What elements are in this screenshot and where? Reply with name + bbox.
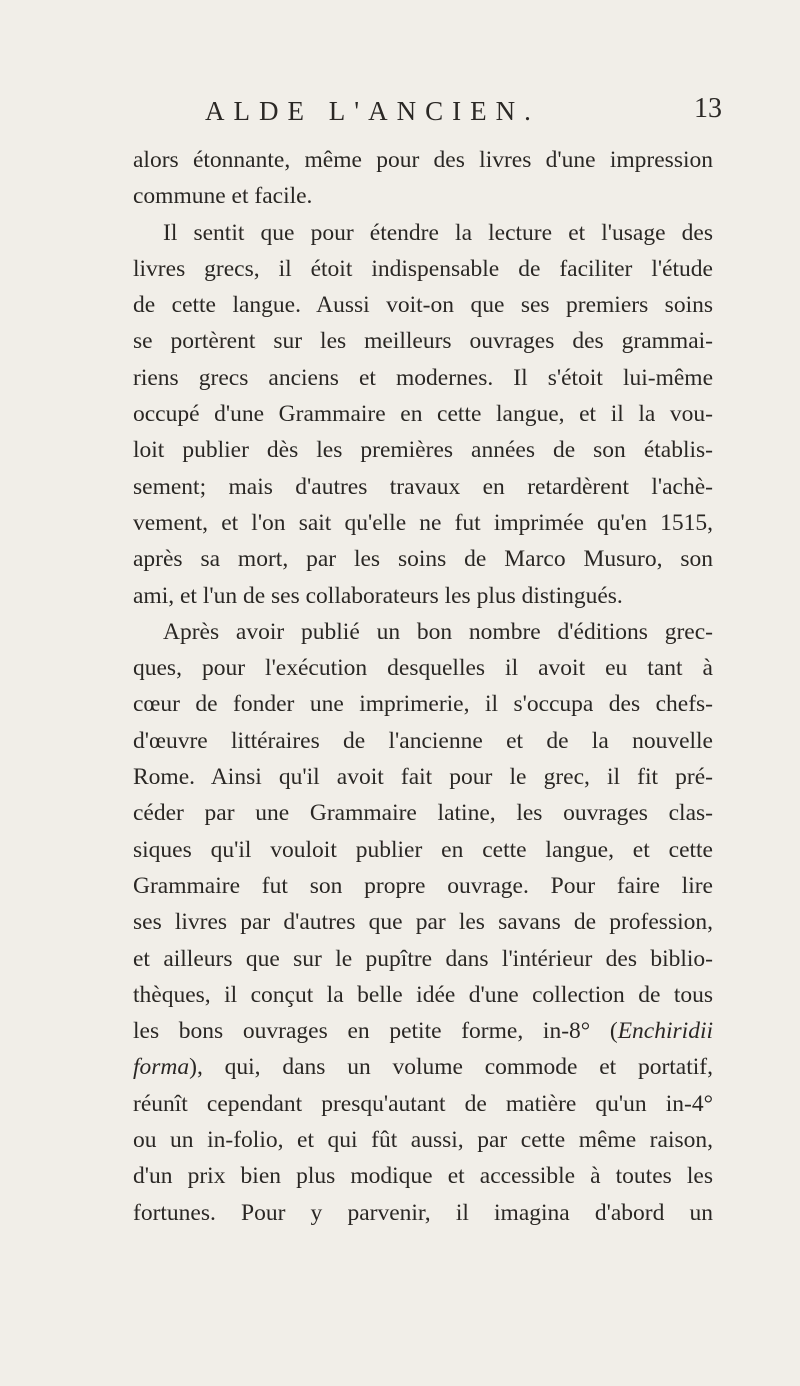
- text-line: siques qu'il vouloit publier en cette langue, et cette: [133, 836, 713, 863]
- text-line: riens grecs anciens et modernes. Il s'étoit lui-même: [133, 364, 713, 391]
- text-line: après sa mort, par les soins de Marco Musuro, son: [133, 546, 713, 573]
- text-line: Il sentit que pour étendre la lecture et l'usage des: [163, 219, 713, 246]
- text-line: de cette langue. Aussi voit-on que ses premiers soins: [133, 292, 713, 319]
- running-head: ALDE L'ANCIEN.: [205, 96, 540, 126]
- text-line: céder par une Grammaire latine, les ouvrages clas-: [133, 800, 713, 827]
- text-line: Rome. Ainsi qu'il avoit fait pour le grec, il fit pré-: [133, 764, 713, 791]
- page-number: 13: [694, 93, 722, 124]
- body-text: [133, 142, 713, 1231]
- text-line: sement; mais d'autres travaux en retardèrent l'achè-: [133, 473, 713, 500]
- text-line: Grammaire fut son propre ouvrage. Pour faire lire: [133, 872, 713, 899]
- text-line: Après avoir publié un bon nombre d'éditions grec-: [163, 618, 713, 645]
- text-line: loit publier dès les premières années de son établis-: [133, 437, 713, 464]
- text-line: et ailleurs que sur le pupître dans l'intérieur des biblio-: [133, 945, 713, 972]
- text-line: les bons ouvrages en petite forme, in-8° (Enchiridii: [133, 1018, 713, 1045]
- text-line: fortunes. Pour y parvenir, il imagina d'abord un: [133, 1199, 713, 1226]
- text-line: forma), qui, dans un volume commode et portatif,: [133, 1054, 713, 1081]
- text-line: d'un prix bien plus modique et accessible à toutes les: [133, 1163, 713, 1190]
- text-line: occupé d'une Grammaire en cette langue, et il la vou-: [133, 401, 713, 428]
- text-line: ses livres par d'autres que par les savans de profession,: [133, 909, 713, 936]
- text-line: cœur de fonder une imprimerie, il s'occupa des chefs-: [133, 691, 713, 718]
- text-line: vement, et l'on sait qu'elle ne fut imprimée qu'en 1515,: [133, 509, 713, 536]
- text-line: réunît cependant presqu'autant de matière qu'un in-4°: [133, 1090, 713, 1117]
- text-line: commune et facile.: [133, 183, 313, 210]
- text-line: d'œuvre littéraires de l'ancienne et de la nouvelle: [133, 727, 713, 754]
- text-line: livres grecs, il étoit indispensable de faciliter l'étude: [133, 255, 713, 282]
- text-line: ami, et l'un de ses collaborateurs les plus distingués.: [133, 582, 623, 609]
- text-line: ques, pour l'exécution desquelles il avoit eu tant à: [133, 655, 713, 682]
- text-line: se portèrent sur les meilleurs ouvrages des grammai-: [133, 328, 713, 355]
- text-line: thèques, il conçut la belle idée d'une collection de tous: [133, 981, 713, 1008]
- text-line: ou un in-folio, et qui fût aussi, par cette même raison,: [133, 1127, 713, 1154]
- text-line: alors étonnante, même pour des livres d'une impression: [133, 147, 713, 173]
